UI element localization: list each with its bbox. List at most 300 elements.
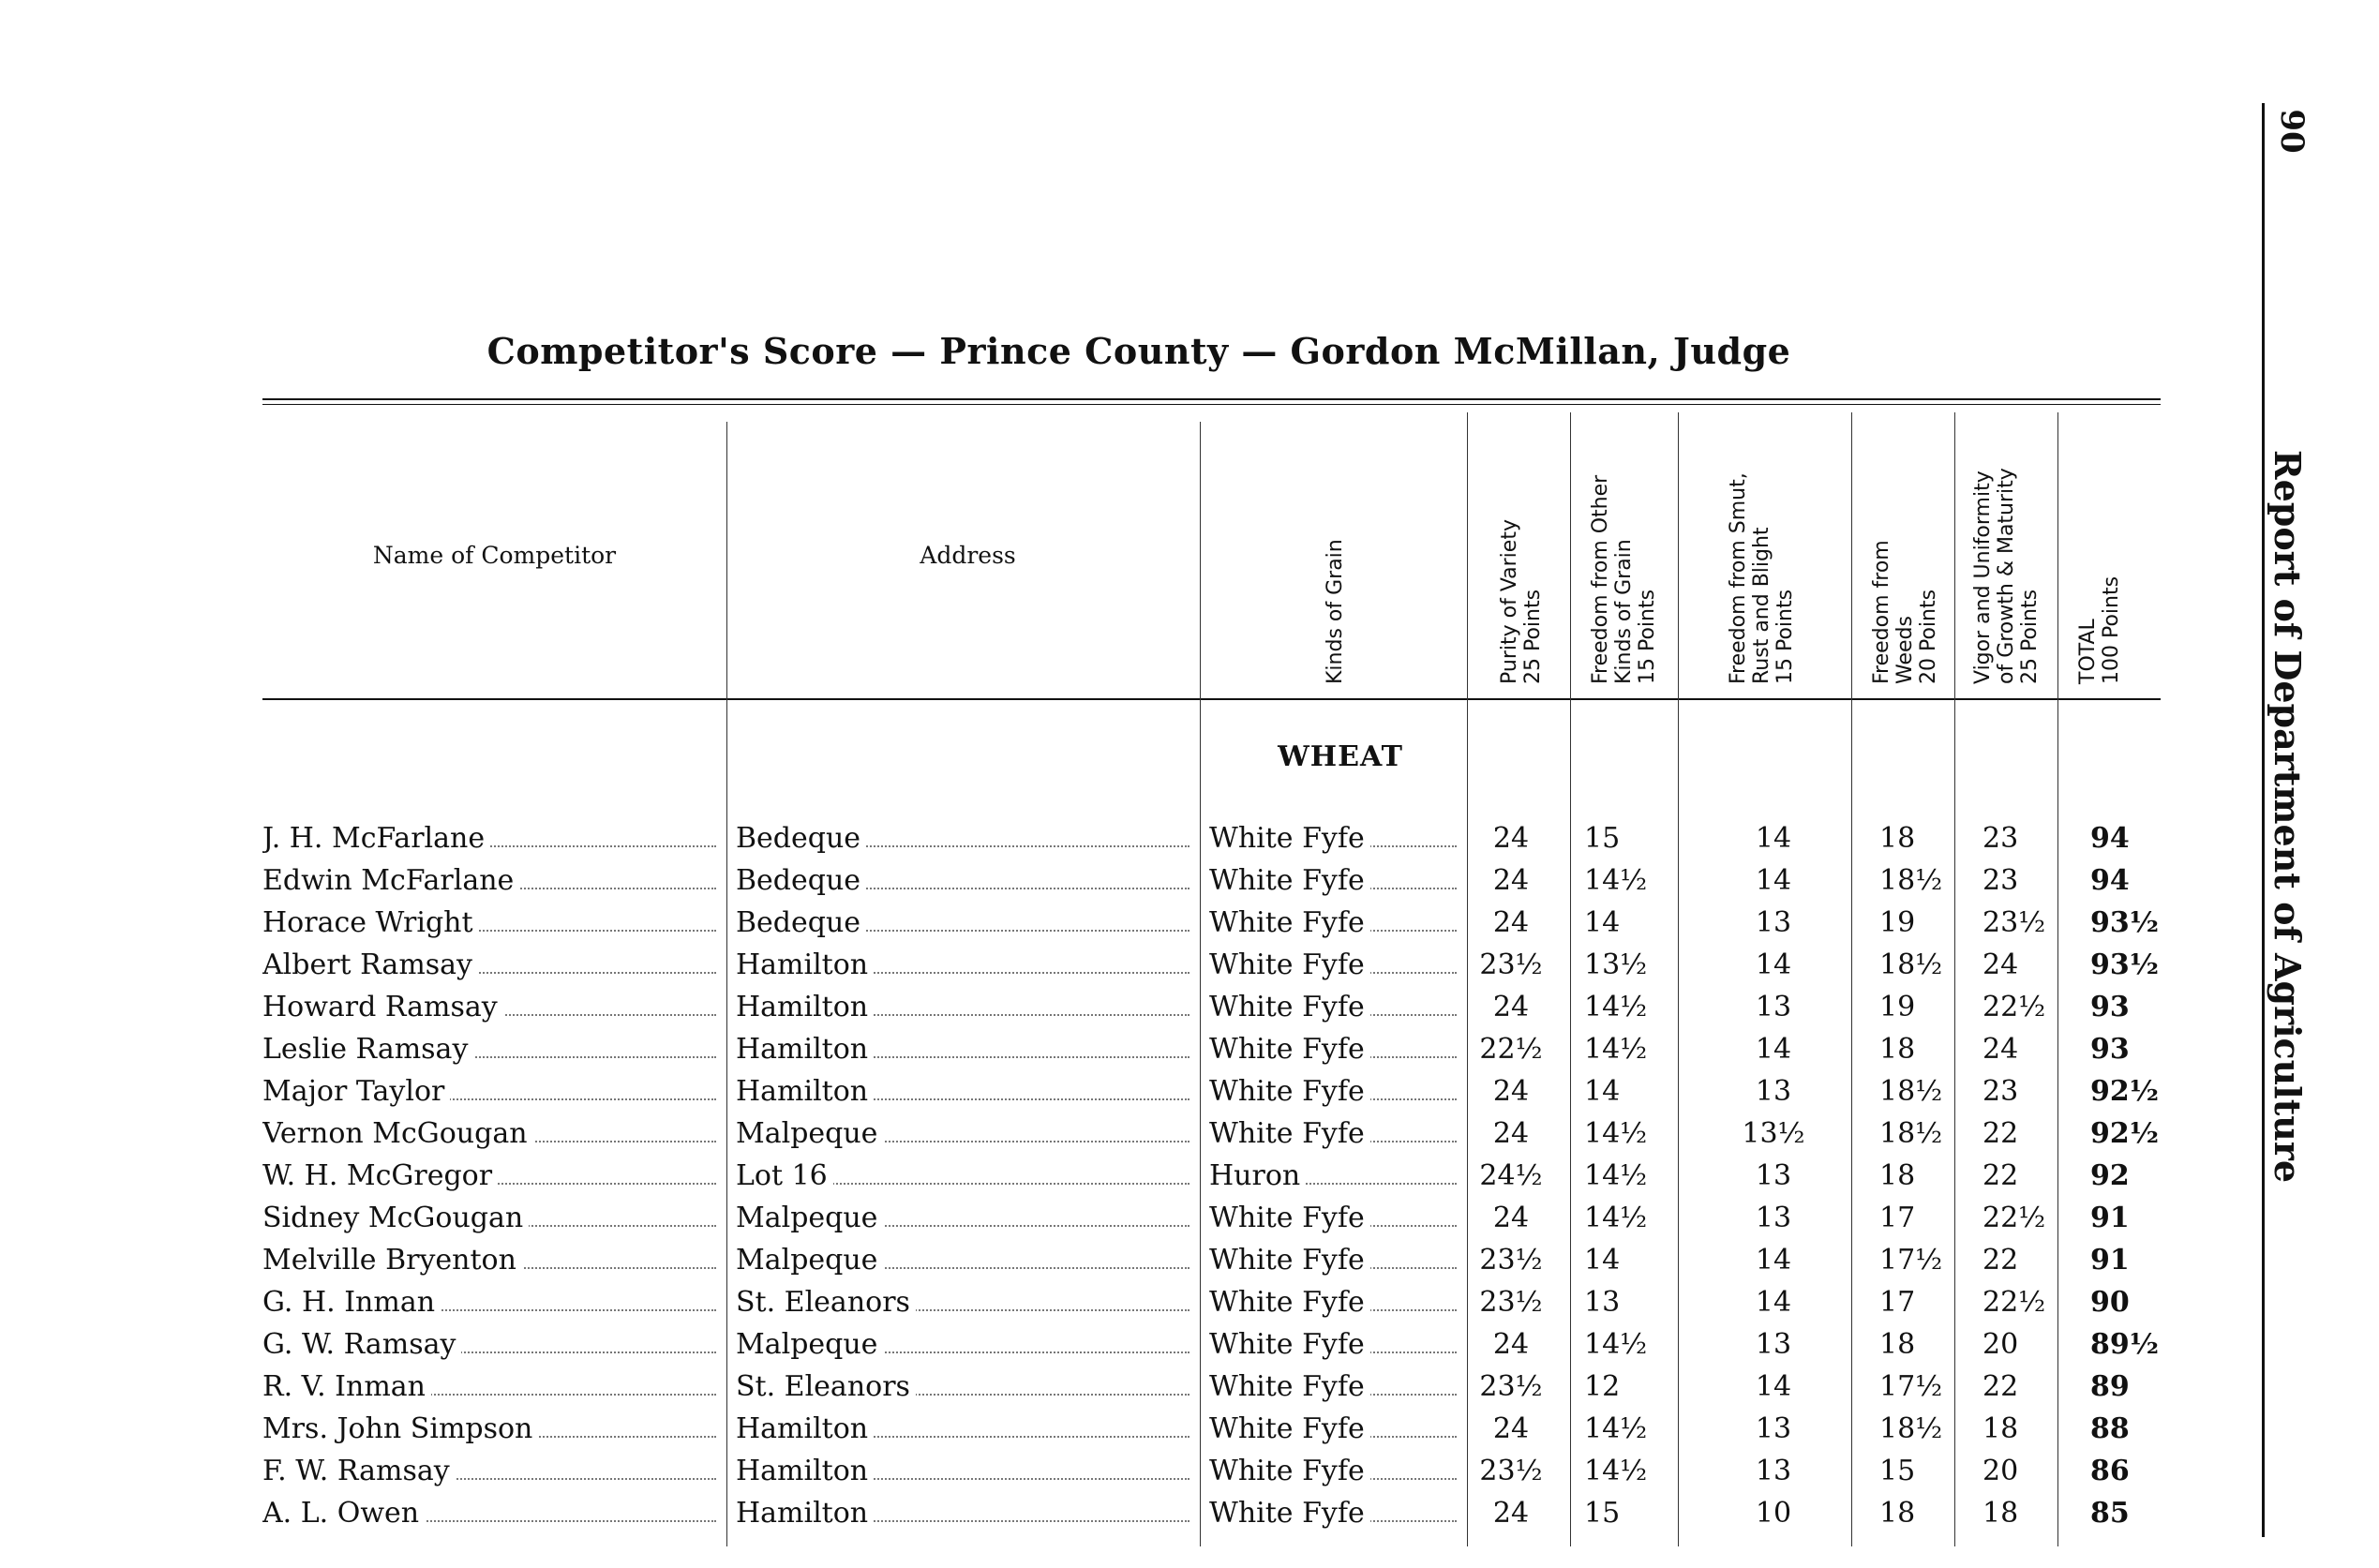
grain-kind-text: White Fyfe xyxy=(1209,1202,1370,1234)
vigor-score xyxy=(1982,1197,2057,1239)
competitor-address-text: Bedeque xyxy=(736,822,866,855)
other-kinds-score-text: 14 xyxy=(1584,906,1625,939)
table-row xyxy=(0,986,2250,1028)
smut-score xyxy=(1734,859,1818,902)
smut-score-text: 14 xyxy=(1756,864,1797,897)
weeds-score-text: 19 xyxy=(1879,991,1921,1023)
total-score-text: 94 xyxy=(2090,864,2135,897)
table-top-rule xyxy=(262,398,2161,400)
grain-kind xyxy=(1209,1366,1462,1408)
grain-kind xyxy=(1209,1028,1462,1070)
table-row xyxy=(0,1492,2250,1534)
competitor-address xyxy=(736,944,1195,986)
vigor-score-text: 22½ xyxy=(1982,991,2051,1023)
purity-score xyxy=(1467,1408,1561,1450)
total-score xyxy=(2090,817,2175,859)
total-score-text: 86 xyxy=(2090,1455,2135,1487)
smut-score xyxy=(1734,1155,1818,1197)
competitor-name-text: Horace Wright xyxy=(262,906,479,939)
competitor-name xyxy=(262,1366,722,1408)
competitor-address xyxy=(736,1323,1195,1366)
total-score-text: 91 xyxy=(2090,1244,2135,1277)
grain-kind xyxy=(1209,1408,1462,1450)
grain-kind xyxy=(1209,1113,1462,1155)
vigor-score xyxy=(1982,1028,2057,1070)
other-kinds-score xyxy=(1584,1239,1659,1281)
smut-score xyxy=(1734,986,1818,1028)
grain-kind xyxy=(1209,859,1462,902)
smut-score-text: 13 xyxy=(1756,1328,1797,1361)
weeds-score-text: 18½ xyxy=(1879,1412,1948,1445)
purity-score xyxy=(1467,1239,1561,1281)
grain-kind xyxy=(1209,1323,1462,1366)
other-kinds-score-text: 14½ xyxy=(1584,1412,1653,1445)
competitor-name xyxy=(262,1239,722,1281)
other-kinds-score xyxy=(1584,902,1659,944)
smut-score xyxy=(1734,1239,1818,1281)
competitor-name xyxy=(262,1281,722,1323)
competitor-address xyxy=(736,1155,1195,1197)
vigor-score xyxy=(1982,1239,2057,1281)
other-kinds-score-text: 14½ xyxy=(1584,1202,1653,1234)
smut-score-text: 14 xyxy=(1756,1244,1797,1277)
weeds-score-text: 18½ xyxy=(1879,1117,1948,1150)
other-kinds-score xyxy=(1584,1070,1659,1113)
weeds-score-text: 17½ xyxy=(1879,1370,1948,1403)
total-score-text: 91 xyxy=(2090,1202,2135,1234)
smut-score xyxy=(1734,1281,1818,1323)
total-score-text: 92 xyxy=(2090,1159,2135,1192)
competitor-name-text: G. H. Inman xyxy=(262,1286,441,1319)
total-score xyxy=(2090,1239,2175,1281)
total-score-text: 85 xyxy=(2090,1497,2135,1530)
table-row xyxy=(0,1155,2250,1197)
weeds-score xyxy=(1879,1366,1954,1408)
vigor-score-text: 23 xyxy=(1982,1075,2024,1108)
smut-score-text: 13½ xyxy=(1742,1117,1810,1150)
table-top-rule-2 xyxy=(262,404,2161,405)
total-score xyxy=(2090,1366,2175,1408)
other-kinds-score-text: 14½ xyxy=(1584,1117,1653,1150)
purity-score-text: 24 xyxy=(1493,1412,1534,1445)
total-score xyxy=(2090,986,2175,1028)
purity-score xyxy=(1467,1197,1561,1239)
table-row xyxy=(0,1366,2250,1408)
smut-score xyxy=(1734,1366,1818,1408)
purity-score-text: 23½ xyxy=(1479,1244,1548,1277)
table-row xyxy=(0,859,2250,902)
grain-kind-text: White Fyfe xyxy=(1209,1117,1370,1150)
competitor-address-text: Malpeque xyxy=(736,1202,883,1234)
grain-kind-text: White Fyfe xyxy=(1209,1244,1370,1277)
other-kinds-score xyxy=(1584,986,1659,1028)
competitor-address-text: Lot 16 xyxy=(736,1159,833,1192)
other-kinds-score xyxy=(1584,1492,1659,1534)
weeds-score xyxy=(1879,986,1954,1028)
competitor-address xyxy=(736,1070,1195,1113)
other-kinds-score xyxy=(1584,1408,1659,1450)
smut-score-text: 13 xyxy=(1756,906,1797,939)
purity-score xyxy=(1467,1113,1561,1155)
weeds-score xyxy=(1879,1155,1954,1197)
other-kinds-score-text: 14½ xyxy=(1584,864,1653,897)
competitor-name-text: Edwin McFarlane xyxy=(262,864,519,897)
competitor-name xyxy=(262,1155,722,1197)
competitor-address xyxy=(736,1028,1195,1070)
competitor-address-text: Hamilton xyxy=(736,991,874,1023)
total-score-text: 89 xyxy=(2090,1370,2135,1403)
other-kinds-score-text: 13½ xyxy=(1584,948,1653,981)
competitor-name-text: Vernon McGougan xyxy=(262,1117,533,1150)
grain-kind-text: White Fyfe xyxy=(1209,948,1370,981)
grain-kind-text: White Fyfe xyxy=(1209,906,1370,939)
vigor-score xyxy=(1982,1155,2057,1197)
vigor-score xyxy=(1982,1450,2057,1492)
running-header-text: Report of Department of Agriculture xyxy=(2267,450,2309,1184)
total-score-text: 93½ xyxy=(2090,948,2164,981)
total-score xyxy=(2090,1155,2175,1197)
total-score xyxy=(2090,1450,2175,1492)
smut-score-text: 14 xyxy=(1756,1370,1797,1403)
grain-kind-text: White Fyfe xyxy=(1209,1412,1370,1445)
vigor-score-text: 20 xyxy=(1982,1328,2024,1361)
competitor-address xyxy=(736,1239,1195,1281)
competitor-name xyxy=(262,817,722,859)
grain-kind xyxy=(1209,944,1462,986)
other-kinds-score-text: 14½ xyxy=(1584,991,1653,1023)
vigor-score-text: 22 xyxy=(1982,1244,2024,1277)
competitor-address-text: Malpeque xyxy=(736,1328,883,1361)
vigor-score xyxy=(1982,859,2057,902)
vigor-score-text: 22 xyxy=(1982,1370,2024,1403)
weeds-score-text: 19 xyxy=(1879,906,1921,939)
competitor-name-text: Leslie Ramsay xyxy=(262,1033,473,1066)
table-row xyxy=(0,1239,2250,1281)
purity-score-text: 23½ xyxy=(1479,1455,1548,1487)
table-row xyxy=(0,1028,2250,1070)
weeds-score-text: 18 xyxy=(1879,1328,1921,1361)
competitor-name-text: Melville Bryenton xyxy=(262,1244,522,1277)
competitor-address xyxy=(736,902,1195,944)
purity-score xyxy=(1467,1323,1561,1366)
smut-score xyxy=(1734,817,1818,859)
purity-score xyxy=(1467,1155,1561,1197)
competitor-name xyxy=(262,1028,722,1070)
column-header-smut: Freedom from Smut, Rust and Blight 15 Points xyxy=(1727,472,1797,684)
competitor-name xyxy=(262,1070,722,1113)
total-score xyxy=(2090,1492,2175,1534)
smut-score-text: 14 xyxy=(1756,948,1797,981)
total-score xyxy=(2090,1197,2175,1239)
vigor-score-text: 22½ xyxy=(1982,1202,2051,1234)
column-header-total: TOTAL 100 Points xyxy=(2076,575,2123,684)
purity-score-text: 24 xyxy=(1493,1328,1534,1361)
competitor-address-text: St. Eleanors xyxy=(736,1286,916,1319)
vigor-score-text: 23 xyxy=(1982,864,2024,897)
total-score xyxy=(2090,1113,2175,1155)
other-kinds-score xyxy=(1584,1281,1659,1323)
competitor-name xyxy=(262,859,722,902)
weeds-score-text: 18½ xyxy=(1879,864,1948,897)
competitor-name-text: A. L. Owen xyxy=(262,1497,425,1530)
purity-score xyxy=(1467,986,1561,1028)
purity-score-text: 24 xyxy=(1493,1117,1534,1150)
competitor-address xyxy=(736,817,1195,859)
weeds-score xyxy=(1879,1197,1954,1239)
competitor-name-text: Major Taylor xyxy=(262,1075,450,1108)
weeds-score xyxy=(1879,1450,1954,1492)
other-kinds-score xyxy=(1584,817,1659,859)
weeds-score xyxy=(1879,1492,1954,1534)
competitor-name-text: F. W. Ramsay xyxy=(262,1455,456,1487)
weeds-score-text: 18 xyxy=(1879,822,1921,855)
purity-score xyxy=(1467,1281,1561,1323)
smut-score-text: 13 xyxy=(1756,1159,1797,1192)
weeds-score-text: 18 xyxy=(1879,1033,1921,1066)
other-kinds-score xyxy=(1584,1450,1659,1492)
competitor-name xyxy=(262,944,722,986)
weeds-score xyxy=(1879,902,1954,944)
total-score-text: 92½ xyxy=(2090,1117,2164,1150)
weeds-score xyxy=(1879,1281,1954,1323)
purity-score xyxy=(1467,944,1561,986)
grain-kind-text: White Fyfe xyxy=(1209,864,1370,897)
competitor-name-text: Mrs. John Simpson xyxy=(262,1412,538,1445)
purity-score xyxy=(1467,902,1561,944)
purity-score-text: 22½ xyxy=(1479,1033,1548,1066)
purity-score-text: 23½ xyxy=(1479,1370,1548,1403)
competitor-name-text: J. H. McFarlane xyxy=(262,822,490,855)
table-row xyxy=(0,902,2250,944)
purity-score-text: 23½ xyxy=(1479,1286,1548,1319)
other-kinds-score xyxy=(1584,1028,1659,1070)
competitor-name-text: Sidney McGougan xyxy=(262,1202,529,1234)
smut-score xyxy=(1734,1028,1818,1070)
vigor-score-text: 22 xyxy=(1982,1159,2024,1192)
table-row xyxy=(0,1197,2250,1239)
purity-score-text: 24 xyxy=(1493,991,1534,1023)
grain-kind-text: White Fyfe xyxy=(1209,1497,1370,1530)
competitor-address xyxy=(736,1281,1195,1323)
vigor-score xyxy=(1982,1408,2057,1450)
table-row xyxy=(0,1323,2250,1366)
smut-score xyxy=(1734,1070,1818,1113)
other-kinds-score-text: 14 xyxy=(1584,1075,1625,1108)
purity-score-text: 24½ xyxy=(1479,1159,1548,1192)
weeds-score xyxy=(1879,859,1954,902)
weeds-score-text: 18½ xyxy=(1879,1075,1948,1108)
weeds-score-text: 17 xyxy=(1879,1202,1921,1234)
grain-kind xyxy=(1209,1197,1462,1239)
vigor-score-text: 24 xyxy=(1982,948,2024,981)
competitor-address xyxy=(736,1450,1195,1492)
column-header-vigor: Vigor and Uniformity of Growth & Maturity 25 Points xyxy=(1971,468,2042,684)
competitor-name-text: Albert Ramsay xyxy=(262,948,478,981)
purity-score xyxy=(1467,1366,1561,1408)
competitor-address xyxy=(736,1113,1195,1155)
smut-score xyxy=(1734,944,1818,986)
purity-score xyxy=(1467,1028,1561,1070)
smut-score xyxy=(1734,1113,1818,1155)
vigor-score-text: 22 xyxy=(1982,1117,2024,1150)
vigor-score-text: 23½ xyxy=(1982,906,2051,939)
vigor-score-text: 23 xyxy=(1982,822,2024,855)
column-header-kind: Kinds of Grain xyxy=(1324,539,1347,684)
weeds-score xyxy=(1879,1323,1954,1366)
other-kinds-score-text: 14½ xyxy=(1584,1159,1653,1192)
other-kinds-score-text: 14½ xyxy=(1584,1033,1653,1066)
grain-kind-text: White Fyfe xyxy=(1209,991,1370,1023)
other-kinds-score-text: 15 xyxy=(1584,822,1625,855)
table-row xyxy=(0,944,2250,986)
smut-score-text: 13 xyxy=(1756,1455,1797,1487)
weeds-score-text: 18 xyxy=(1879,1497,1921,1530)
competitor-address-text: Malpeque xyxy=(736,1244,883,1277)
competitor-address xyxy=(736,986,1195,1028)
table-body xyxy=(0,817,2250,1534)
other-kinds-score xyxy=(1584,1197,1659,1239)
competitor-name xyxy=(262,1492,722,1534)
page-number: 90 xyxy=(2273,109,2311,154)
competitor-address-text: Hamilton xyxy=(736,948,874,981)
page-title: Competitor's Score — Prince County — Gordon McMillan, Judge xyxy=(486,330,1791,372)
smut-score-text: 14 xyxy=(1756,1033,1797,1066)
total-score-text: 94 xyxy=(2090,822,2135,855)
competitor-name xyxy=(262,902,722,944)
smut-score-text: 14 xyxy=(1756,1286,1797,1319)
weeds-score xyxy=(1879,1070,1954,1113)
purity-score-text: 24 xyxy=(1493,1075,1534,1108)
grain-kind-text: White Fyfe xyxy=(1209,1033,1370,1066)
competitor-name xyxy=(262,986,722,1028)
weeds-score xyxy=(1879,1239,1954,1281)
vigor-score-text: 18 xyxy=(1982,1412,2024,1445)
other-kinds-score-text: 13 xyxy=(1584,1286,1625,1319)
competitor-address xyxy=(736,1197,1195,1239)
column-header-weeds: Freedom from Weeds 20 Points xyxy=(1870,540,1940,684)
purity-score xyxy=(1467,817,1561,859)
smut-score-text: 13 xyxy=(1756,1202,1797,1234)
weeds-score-text: 18 xyxy=(1879,1159,1921,1192)
smut-score xyxy=(1734,1450,1818,1492)
vigor-score xyxy=(1982,944,2057,986)
total-score-text: 93 xyxy=(2090,991,2135,1023)
grain-kind xyxy=(1209,986,1462,1028)
weeds-score xyxy=(1879,944,1954,986)
column-header-address: Address xyxy=(920,542,1016,569)
grain-kind xyxy=(1209,1492,1462,1534)
vigor-score xyxy=(1982,902,2057,944)
total-score xyxy=(2090,944,2175,986)
total-score xyxy=(2090,1281,2175,1323)
competitor-address-text: St. Eleanors xyxy=(736,1370,916,1403)
smut-score-text: 13 xyxy=(1756,1412,1797,1445)
grain-kind-text: Huron xyxy=(1209,1159,1306,1192)
smut-score-text: 14 xyxy=(1756,822,1797,855)
other-kinds-score-text: 15 xyxy=(1584,1497,1625,1530)
smut-score xyxy=(1734,1323,1818,1366)
vigor-score xyxy=(1982,986,2057,1028)
vigor-score xyxy=(1982,1113,2057,1155)
smut-score xyxy=(1734,1408,1818,1450)
other-kinds-score xyxy=(1584,1113,1659,1155)
competitor-name-text: Howard Ramsay xyxy=(262,991,503,1023)
vigor-score-text: 20 xyxy=(1982,1455,2024,1487)
weeds-score-text: 17 xyxy=(1879,1286,1921,1319)
running-header xyxy=(2250,109,2334,1462)
smut-score-text: 13 xyxy=(1756,991,1797,1023)
competitor-name-text: R. V. Inman xyxy=(262,1370,431,1403)
weeds-score-text: 15 xyxy=(1879,1455,1921,1487)
vigor-score xyxy=(1982,1281,2057,1323)
table-row xyxy=(0,817,2250,859)
weeds-score xyxy=(1879,1408,1954,1450)
grain-kind xyxy=(1209,902,1462,944)
competitor-address-text: Hamilton xyxy=(736,1412,874,1445)
purity-score-text: 24 xyxy=(1493,864,1534,897)
total-score xyxy=(2090,1070,2175,1113)
total-score-text: 92½ xyxy=(2090,1075,2164,1108)
column-header-name: Name of Competitor xyxy=(372,542,617,569)
other-kinds-score-text: 14½ xyxy=(1584,1328,1653,1361)
other-kinds-score xyxy=(1584,944,1659,986)
competitor-address-text: Bedeque xyxy=(736,864,866,897)
competitor-address xyxy=(736,1492,1195,1534)
weeds-score-text: 18½ xyxy=(1879,948,1948,981)
smut-score-text: 13 xyxy=(1756,1075,1797,1108)
grain-kind xyxy=(1209,1155,1462,1197)
competitor-address-text: Hamilton xyxy=(736,1497,874,1530)
smut-score-text: 10 xyxy=(1756,1497,1797,1530)
purity-score-text: 24 xyxy=(1493,1497,1534,1530)
table-row xyxy=(0,1113,2250,1155)
grain-kind-text: White Fyfe xyxy=(1209,1455,1370,1487)
grain-kind xyxy=(1209,817,1462,859)
total-score-text: 89½ xyxy=(2090,1328,2164,1361)
competitor-name xyxy=(262,1197,722,1239)
weeds-score xyxy=(1879,817,1954,859)
competitor-address-text: Hamilton xyxy=(736,1033,874,1066)
table-row xyxy=(0,1450,2250,1492)
competitor-address xyxy=(736,1366,1195,1408)
smut-score xyxy=(1734,1197,1818,1239)
competitor-name-text: G. W. Ramsay xyxy=(262,1328,461,1361)
table-row xyxy=(0,1070,2250,1113)
column-header-other-kinds: Freedom from Other Kinds of Grain 15 Points xyxy=(1589,474,1659,684)
total-score xyxy=(2090,1323,2175,1366)
section-label: WHEAT xyxy=(1278,740,1403,773)
grain-kind-text: White Fyfe xyxy=(1209,1328,1370,1361)
total-score-text: 90 xyxy=(2090,1286,2135,1319)
purity-score-text: 23½ xyxy=(1479,948,1548,981)
header-bottom-rule xyxy=(262,698,2161,700)
smut-score xyxy=(1734,1492,1818,1534)
purity-score xyxy=(1467,1070,1561,1113)
competitor-address-text: Hamilton xyxy=(736,1075,874,1108)
grain-kind-text: White Fyfe xyxy=(1209,1286,1370,1319)
vigor-score-text: 24 xyxy=(1982,1033,2024,1066)
competitor-name xyxy=(262,1408,722,1450)
competitor-address xyxy=(736,1408,1195,1450)
other-kinds-score-text: 14 xyxy=(1584,1244,1625,1277)
total-score xyxy=(2090,859,2175,902)
column-header-purity: Purity of Variety 25 Points xyxy=(1498,519,1545,684)
grain-kind xyxy=(1209,1070,1462,1113)
grain-kind-text: White Fyfe xyxy=(1209,822,1370,855)
other-kinds-score-text: 12 xyxy=(1584,1370,1625,1403)
other-kinds-score xyxy=(1584,1366,1659,1408)
other-kinds-score xyxy=(1584,1155,1659,1197)
